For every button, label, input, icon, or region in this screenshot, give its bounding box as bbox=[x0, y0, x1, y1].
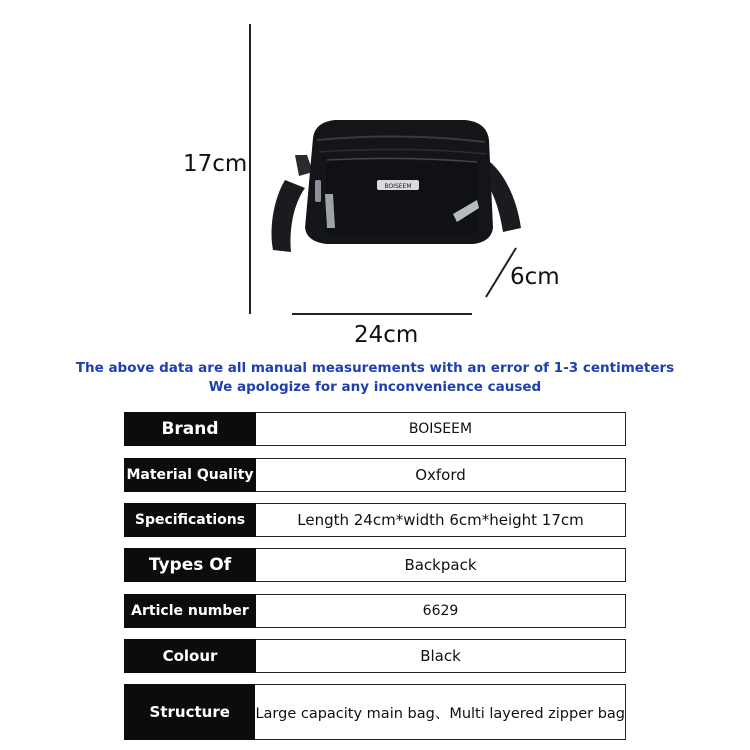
spec-label: Specifications bbox=[124, 503, 256, 537]
measurement-notice-line2: We apologize for any inconvenience caused bbox=[208, 379, 542, 395]
spec-value: Length 24cm*width 6cm*height 17cm bbox=[256, 503, 626, 537]
spec-label: Brand bbox=[124, 412, 256, 446]
spec-row-structure bbox=[124, 684, 626, 740]
spec-label: Structure bbox=[124, 684, 255, 740]
spec-value: Black bbox=[256, 639, 626, 673]
height-dimension-line bbox=[249, 24, 251, 314]
spec-value: Large capacity main bag、Multi layered zipper bag bbox=[255, 684, 626, 740]
width-dimension-label: 24cm bbox=[354, 322, 419, 348]
width-dimension-line bbox=[292, 313, 472, 315]
bag-logo-text: BOISEEM bbox=[384, 183, 412, 190]
spec-label: Colour bbox=[124, 639, 256, 673]
spec-row-specifications bbox=[124, 503, 626, 537]
spec-label: Article number bbox=[124, 594, 256, 628]
spec-label: Types Of bbox=[124, 548, 256, 582]
spec-row-colour bbox=[124, 639, 626, 673]
spec-row-brand bbox=[124, 412, 626, 446]
spec-label: Material Quality bbox=[124, 458, 256, 492]
spec-row-material bbox=[124, 458, 626, 492]
spec-value: 6629 bbox=[256, 594, 626, 628]
spec-row-article-number bbox=[124, 594, 626, 628]
spec-value: Backpack bbox=[256, 548, 626, 582]
spec-value: Oxford bbox=[256, 458, 626, 492]
shoulder-bag-image bbox=[255, 110, 535, 260]
depth-dimension-label: 6cm bbox=[510, 264, 560, 290]
measurement-notice-line1: The above data are all manual measurements with an error of 1-3 centimeters bbox=[75, 360, 675, 376]
spec-value: BOISEEM bbox=[256, 412, 626, 446]
spec-row-type bbox=[124, 548, 626, 582]
height-dimension-label: 17cm bbox=[183, 151, 248, 177]
